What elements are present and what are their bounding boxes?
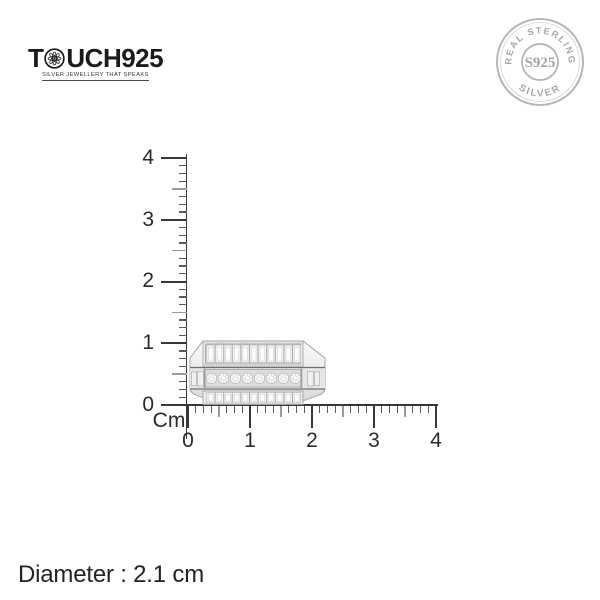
brand-logo-flower-icon [44, 48, 65, 69]
ruler-tick [179, 265, 188, 266]
diameter-label: Diameter : 2.1 cm [18, 561, 204, 588]
ruler-tick [179, 181, 188, 182]
ruler-tick [350, 406, 351, 414]
ruler-tick [412, 406, 413, 414]
vertical-ruler-label: 0 [142, 393, 154, 416]
ring-middle-round-stone-row [190, 368, 325, 390]
sterling-silver-badge [494, 16, 586, 108]
ruler-tick [179, 319, 188, 320]
brand-logo-prefix: T [28, 43, 44, 73]
horizontal-ruler-label: 1 [244, 429, 256, 452]
ruler-tick [179, 227, 188, 228]
ruler-tick [179, 204, 188, 205]
ruler-tick [179, 304, 188, 305]
ruler-tick [179, 296, 188, 297]
ruler-tick [161, 342, 187, 344]
horizontal-ruler-label: 3 [368, 429, 380, 452]
ring-top-baguette-row [203, 341, 303, 367]
ruler-tick [389, 406, 390, 414]
vertical-ruler-label: 4 [142, 146, 154, 169]
ruler-tick [342, 406, 343, 417]
badge-center-text: S925 [524, 55, 556, 71]
ruler-tick [179, 196, 188, 197]
brand-logo [28, 45, 163, 81]
brand-logo-suffix: UCH925 [66, 43, 164, 73]
ruler-tick [397, 406, 398, 414]
ruler-tick [172, 312, 187, 313]
ruler-tick [435, 406, 437, 428]
ruler-tick [161, 404, 187, 406]
vertical-ruler-label: 2 [142, 269, 154, 292]
vertical-ruler-label: 1 [142, 331, 154, 354]
ruler-tick [366, 406, 367, 414]
ruler-tick [428, 406, 429, 414]
ruler-tick [179, 173, 188, 174]
ruler-tick [179, 211, 188, 212]
vertical-ruler-label: 3 [142, 208, 154, 231]
horizontal-ruler-label: 4 [430, 429, 442, 452]
ruler-tick [420, 406, 421, 414]
ring-bottom-baguette-row [203, 391, 303, 405]
ruler-tick [172, 250, 187, 251]
ruler-tick [373, 406, 375, 428]
ruler-tick [161, 157, 187, 159]
brand-logo-text [28, 45, 163, 71]
ruler-tick [172, 188, 187, 189]
ruler-tick [179, 165, 188, 166]
ruler-tick [358, 406, 359, 414]
ruler-tick [161, 281, 187, 283]
brand-tagline: SILVER JEWELLERY THAT SPEAKS [42, 72, 149, 81]
ruler-tick [179, 242, 188, 243]
ruler-tick [381, 406, 382, 414]
ruler-unit-label: Cm [152, 409, 186, 432]
ruler-tick [179, 273, 188, 274]
horizontal-ruler-label: 0 [182, 429, 194, 452]
ruler-tick [179, 327, 188, 328]
ruler-tick [335, 406, 336, 414]
ruler-tick [179, 258, 188, 259]
ruler-tick [161, 219, 187, 221]
ring-image [185, 336, 330, 410]
badge-arc-bottom-text: SILVER [516, 82, 564, 100]
ruler-tick [404, 406, 405, 417]
horizontal-ruler-label: 2 [306, 429, 318, 452]
ruler-tick [179, 235, 188, 236]
ruler-tick [179, 289, 188, 290]
badge-arc-top-text: REAL STERLING [503, 25, 577, 65]
